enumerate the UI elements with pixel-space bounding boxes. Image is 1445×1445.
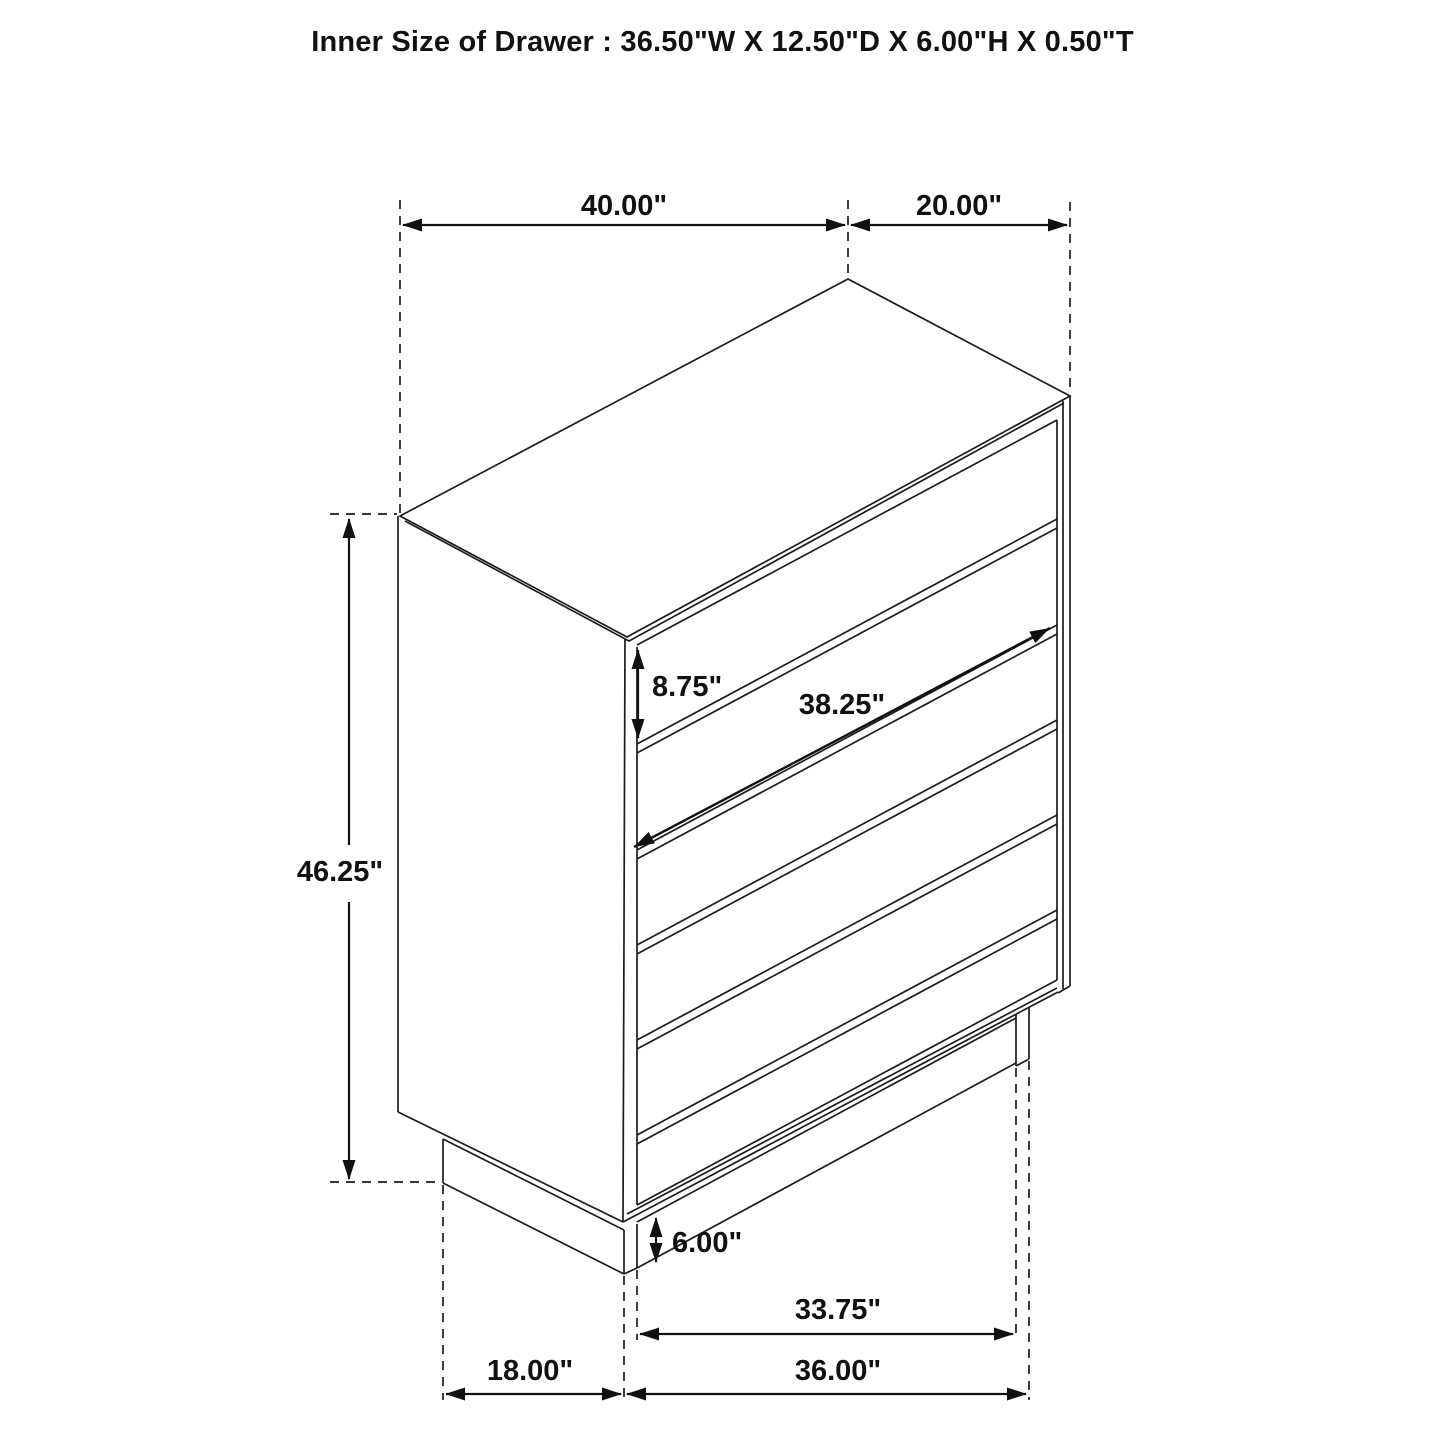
dim-top-depth-arrow xyxy=(850,219,870,232)
dim-drawer-face-height-arrow xyxy=(632,649,645,669)
dim-feet-span-arrow xyxy=(994,1328,1014,1341)
dim-top-width-arrow xyxy=(402,219,422,232)
drawer-separator xyxy=(637,919,1057,1144)
drawer6-bottom-edge xyxy=(637,980,1057,1205)
dim-feet-span-label: 33.75" xyxy=(794,1294,882,1326)
dim-base-height-label: 6.00" xyxy=(672,1227,743,1259)
dim-base-width-arrow xyxy=(1007,1388,1027,1401)
drawer-separator xyxy=(637,729,1057,954)
drawer1-top-edge xyxy=(637,420,1057,645)
dim-drawer-width-line xyxy=(634,628,1050,847)
dim-base-width-label: 36.00" xyxy=(794,1355,882,1387)
drawer-separator xyxy=(637,634,1057,859)
diagram-title: Inner Size of Drawer : 36.50"W X 12.50"D X 6.00"H X 0.50"T xyxy=(311,26,1134,58)
plinth-left-bottom-edge xyxy=(443,1183,624,1274)
plinth-front-top-edge xyxy=(637,1018,1016,1222)
drawer-separator xyxy=(637,720,1057,945)
cabinet-bottom-edge-inner xyxy=(627,988,1057,1214)
dim-top-depth-label: 20.00" xyxy=(915,190,1003,222)
drawer-separator xyxy=(637,824,1057,1049)
dim-top-width-arrow xyxy=(826,219,846,232)
dim-drawer-width-arrow xyxy=(1029,628,1050,643)
dim-base-width-arrow xyxy=(626,1388,646,1401)
right-foot-bottom xyxy=(1016,1059,1029,1066)
dim-drawer-face-height-label: 8.75" xyxy=(652,671,723,703)
dim-base-depth-arrow xyxy=(602,1388,622,1401)
dim-base-depth-label: 18.00" xyxy=(486,1355,574,1387)
cabinet-top-lip xyxy=(405,403,1064,641)
dim-height-arrow xyxy=(343,518,356,538)
drawer-separator xyxy=(637,910,1057,1135)
drawer-separator xyxy=(637,815,1057,1040)
dim-base-height-arrow xyxy=(650,1217,663,1237)
dim-drawer-width-label: 38.25" xyxy=(798,689,886,721)
dim-base-depth-arrow xyxy=(445,1388,465,1401)
cabinet-side-bottom-edge xyxy=(398,1112,623,1222)
plinth-left-foot-bottom xyxy=(624,1268,637,1274)
dim-height-arrow xyxy=(343,1160,356,1180)
cabinet-right-bottom-corner xyxy=(1058,986,1070,993)
dim-feet-span-arrow xyxy=(639,1328,659,1341)
dim-top-width-label: 40.00" xyxy=(580,190,668,222)
dim-top-depth-arrow xyxy=(1048,219,1068,232)
dim-height-label: 46.25" xyxy=(296,856,384,888)
cabinet-front-left-edge xyxy=(623,639,625,1222)
dim-drawer-face-height-arrow xyxy=(632,719,645,739)
plinth-left-top-edge xyxy=(443,1139,624,1230)
